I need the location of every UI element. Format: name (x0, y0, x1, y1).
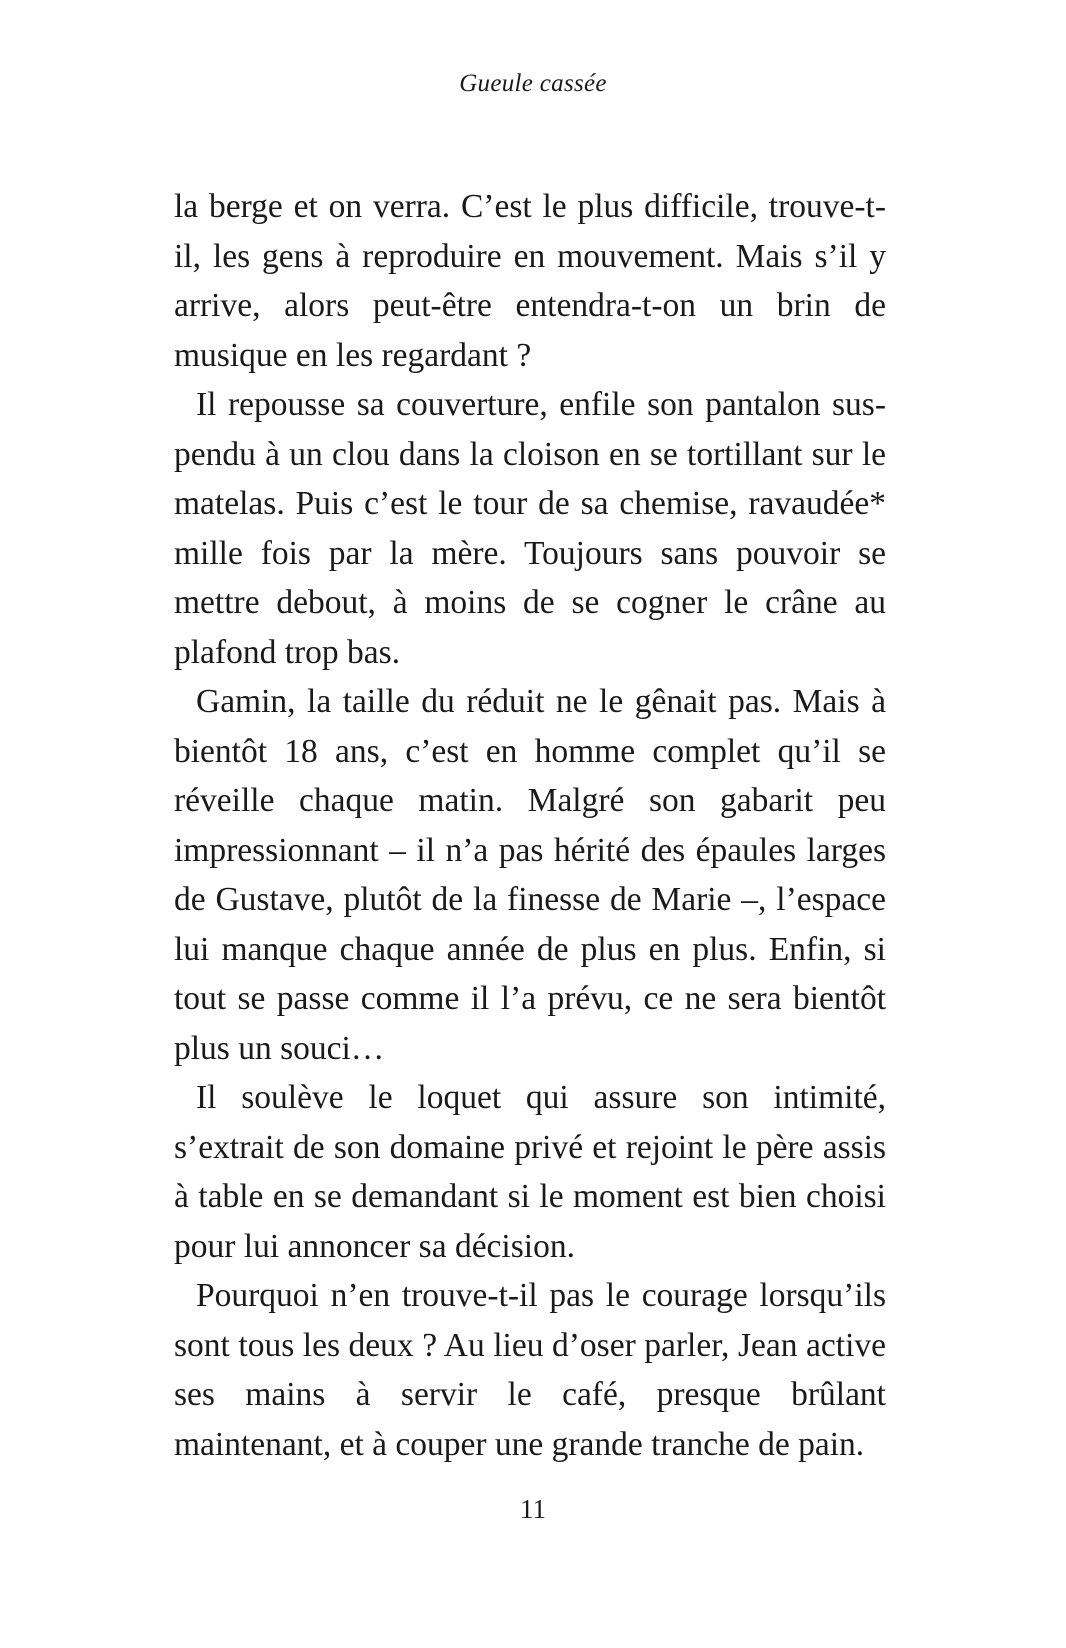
paragraph: Pourquoi n’en trouve-t-il pas le courage lorsqu’ils sont tous les deux ? Au lieu d’oser parler, Jean active ses mains à servir le café, presque brûlant maintenant, et à couper une grande tranche de pain. (174, 1277, 886, 1463)
running-head: Gueule cassée (459, 70, 607, 97)
page-number: 11 (520, 1494, 546, 1524)
body-text (174, 182, 886, 1469)
paragraph: Il soulève le loquet qui assure son intimité, s’extrait de son domaine privé et rejoint le père assis à table en se demandant si le moment est bien choisi pour lui annoncer sa décision. (174, 1079, 886, 1265)
paragraph: la berge et on verra. C’est le plus difficile, trouve-t-il, les gens à reproduire en mouvement. Mais s’il y arrive, alors peut-être entendra-t-on un brin de musique en les regardant ? (174, 188, 886, 374)
paragraph: Gamin, la taille du réduit ne le gênait pas. Mais à bientôt 18 ans, c’est en homme complet qu’il se réveille chaque matin. Malgré son gabarit peu impressionnant – il n’a pas hérité des épaules larges de Gustave, plutôt de la finesse de Marie –, l’espace lui manque chaque année de plus en plus. Enfin, si tout se passe comme il l’a prévu, ce ne sera bientôt plus un souci… (174, 683, 886, 1067)
paragraph: Il repousse sa couverture, enfile son pantalon suspendu à un clou dans la cloison en se tortillant sur le matelas. Puis c’est le tour de sa chemise, ravaudée* mille fois par la mère. Toujours sans pouvoir se mettre debout, à moins de se cogner le crâne au plafond trop bas. (174, 386, 886, 671)
